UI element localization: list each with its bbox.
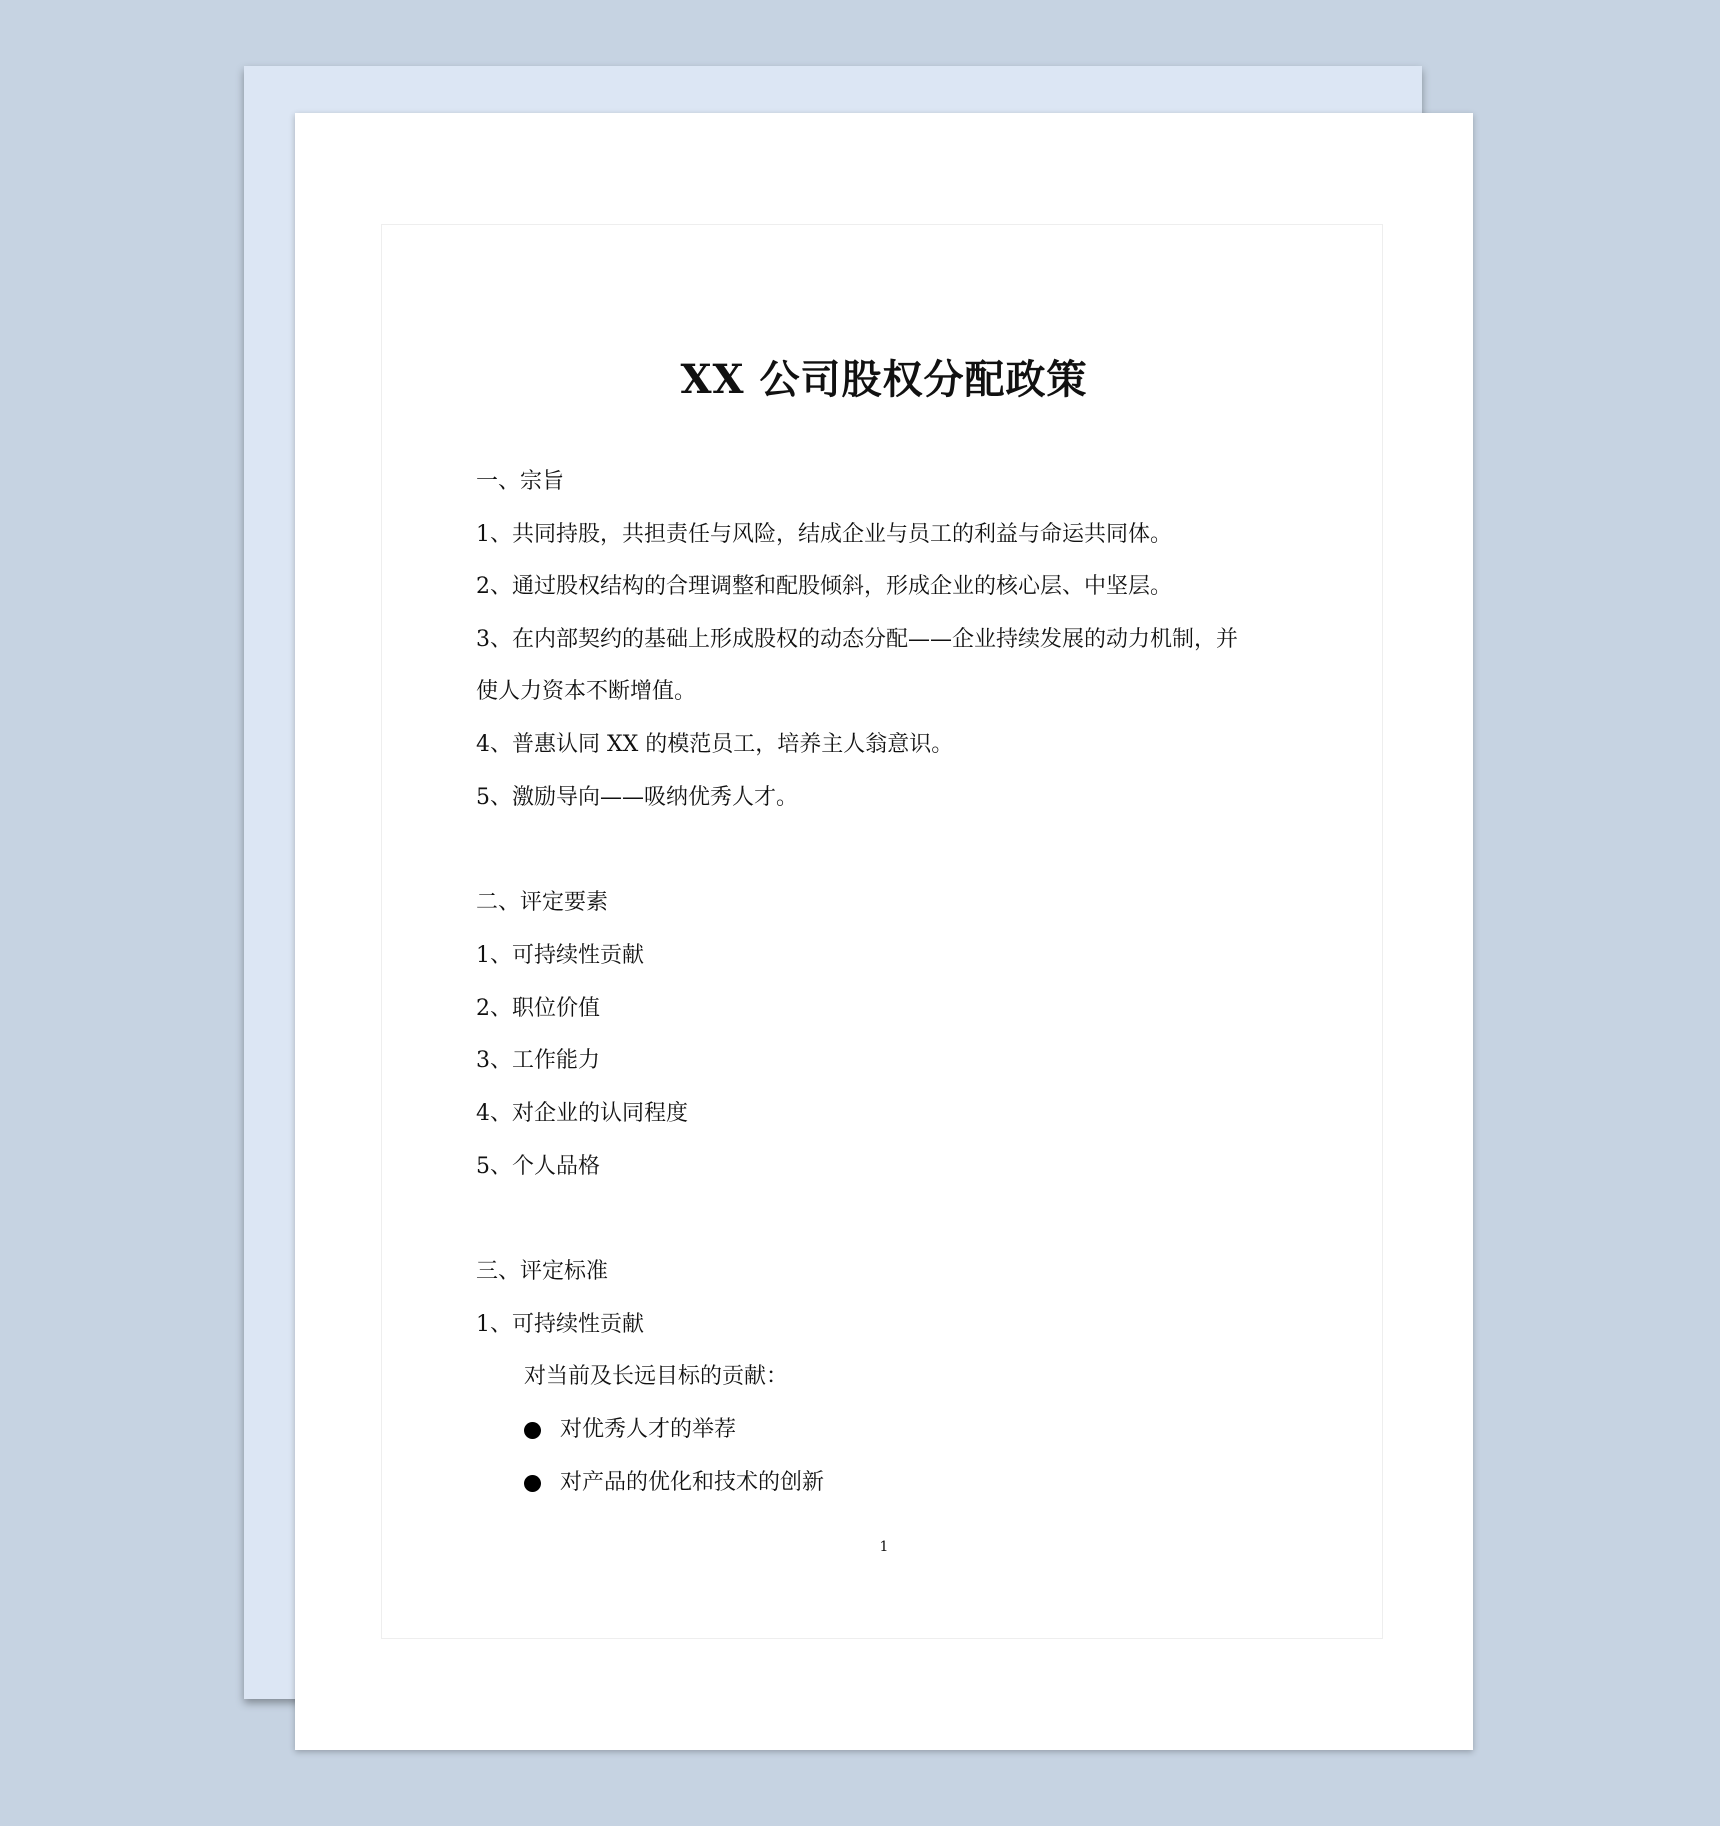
- section-1-item-1: 1、共同持股，共担责任与风险，结成企业与员工的利益与命运共同体。: [476, 522, 1172, 547]
- page-number: 1: [879, 1539, 889, 1555]
- section-1-item-5: 5、激励导向——吸纳优秀人才。: [476, 785, 798, 810]
- section-3-item-1: 1、可持续性贡献: [476, 1312, 644, 1337]
- section-2-heading: 二、评定要素: [476, 890, 609, 915]
- bullet-dot-icon: [524, 1422, 541, 1439]
- document-page: [295, 113, 1473, 1750]
- document-title: XX 公司股权分配政策: [680, 356, 1088, 403]
- section-1-item-3: 3、在内部契约的基础上形成股权的动态分配——企业持续发展的动力机制，并: [476, 627, 1238, 652]
- section-3-heading: 三、评定标准: [476, 1259, 609, 1284]
- section-2-item-4: 4、对企业的认同程度: [476, 1101, 688, 1126]
- bullet-text: 对优秀人才的举荐: [560, 1417, 737, 1442]
- section-1-item-3-continued: 使人力资本不断增值。: [476, 679, 697, 704]
- section-3-subheading: 对当前及长远目标的贡献：: [524, 1364, 789, 1389]
- section-2-item-5: 5、个人品格: [476, 1154, 600, 1179]
- section-1-item-2: 2、通过股权结构的合理调整和配股倾斜，形成企业的核心层、中坚层。: [476, 574, 1172, 599]
- section-1-heading: 一、宗旨: [476, 469, 565, 494]
- bullet-dot-icon: [524, 1475, 541, 1492]
- section-2-item-2: 2、职位价值: [476, 996, 600, 1021]
- section-3-bullet-2: [524, 1472, 824, 1494]
- section-2-item-1: 1、可持续性贡献: [476, 943, 644, 968]
- bullet-text: 对产品的优化和技术的创新: [560, 1470, 825, 1495]
- section-1-item-4: 4、普惠认同 XX 的模范员工，培养主人翁意识。: [476, 732, 954, 757]
- section-2-item-3: 3、工作能力: [476, 1048, 600, 1073]
- section-3-bullet-1: [524, 1419, 736, 1441]
